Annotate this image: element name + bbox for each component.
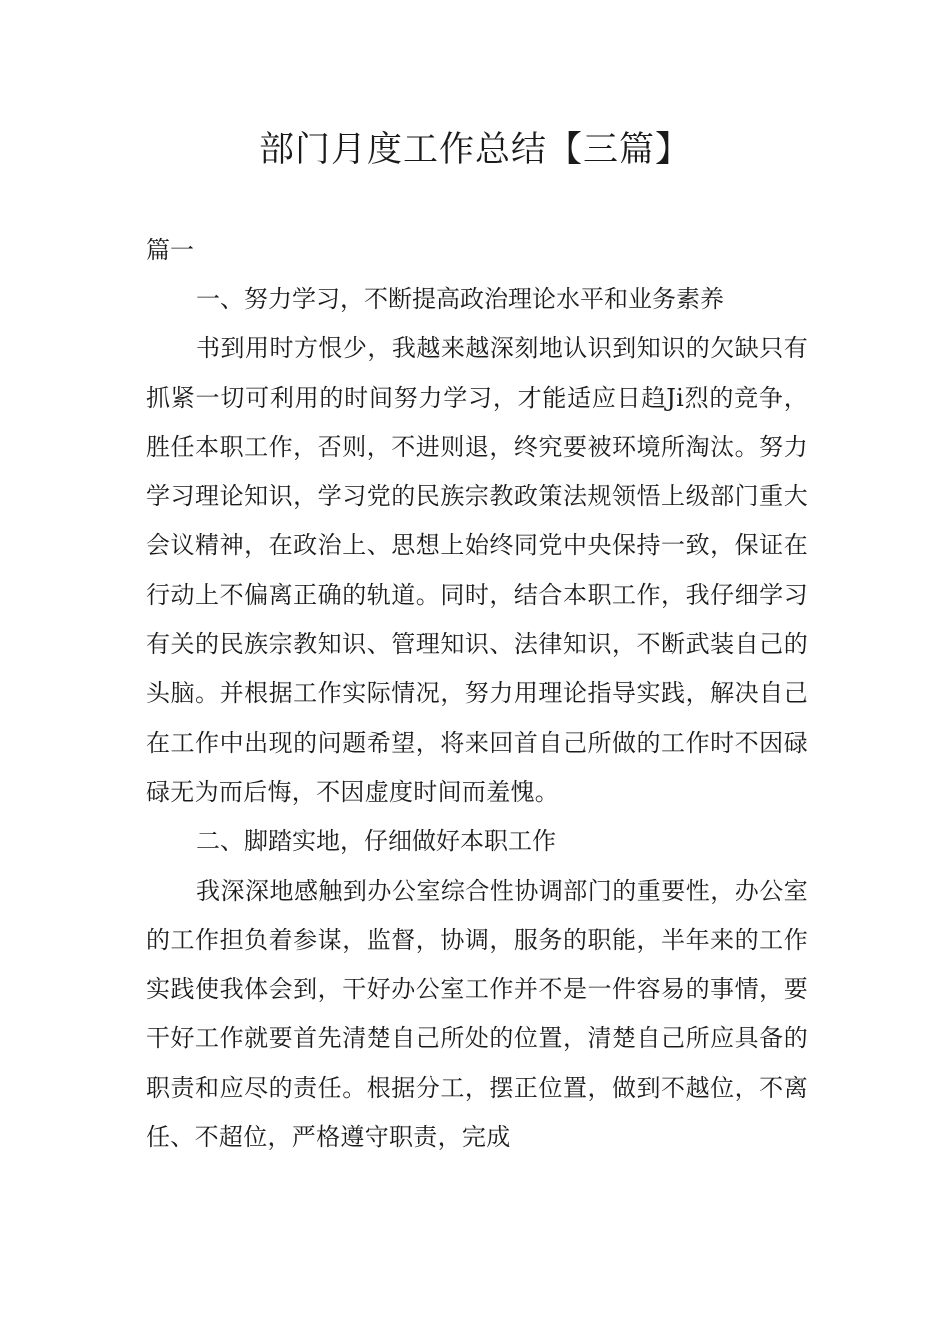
section-label: 篇一: [146, 236, 194, 264]
section-heading: 一、努力学习，不断提高政治理论水平和业务素养: [196, 285, 724, 313]
document-body: [146, 275, 808, 1162]
body-paragraph: 我深深地感触到办公室综合性协调部门的重要性，办公室的工作担负着参谋，监督，协调，服务的职能，半年来的工作实践使我体会到，干好办公室工作并不是一件容易的事情，要干好工作就要首先清楚自己所处的位置，清楚自己所应具备的职责和应尽的责任。根据分工，摆正位置，做到不越位，不离任、不超位，严格遵守职责，完成: [146, 876, 808, 1152]
document-title: 部门月度工作总结【三篇】: [258, 130, 691, 170]
section-heading: 二、脚踏实地，仔细做好本职工作: [196, 827, 556, 856]
body-paragraph: 书到用时方恨少，我越来越深刻地认识到知识的欠缺只有抓紧一切可利用的时间努力学习，才能适应日趋Ji烈的竞争，胜任本职工作，否则，不进则退，终究要被环境所淘汰。努力学习理论知识，学习党的民族宗教政策法规领悟上级部门重大会议精神，在政治上、思想上始终同党中央保持一致，保证在行动上不偏离正确的轨道。同时，结合本职工作，我仔细学习有关的民族宗教知识、管理知识、法律知识，不断武装自己的头脑。并根据工作实际情况，努力用理论指导实践，解决自己在工作中出现的问题希望，将来回首自己所做的工作时不因碌碌无为而后悔，不因虚度时间而羞愧。: [146, 334, 808, 806]
